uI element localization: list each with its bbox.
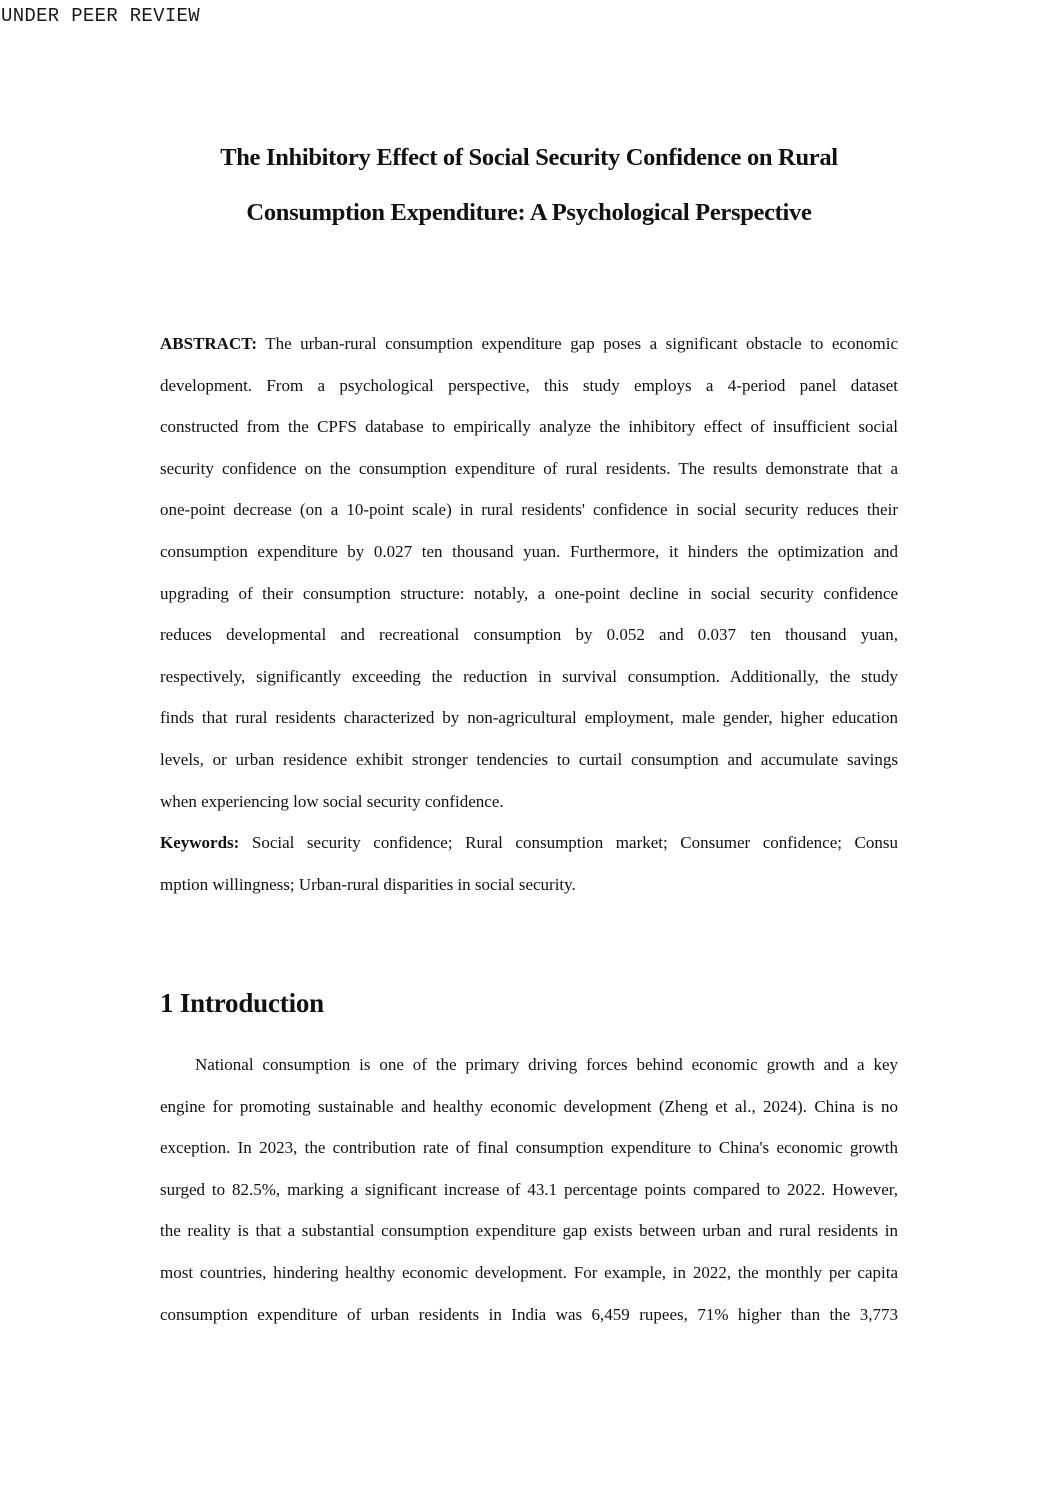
abstract	[160, 323, 898, 822]
title-line: Consumption Expenditure: A Psychological Perspective	[246, 199, 812, 226]
abstract-line: security confidence on the consumption expenditure of rural residents. The results demonstrate that a	[160, 458, 898, 478]
abstract-line: constructed from the CPFS database to empirically analyze the inhibitory effect of insufficient social	[160, 417, 898, 437]
title-line: The Inhibitory Effect of Social Security Confidence on Rural	[220, 144, 838, 171]
body-line: engine for promoting sustainable and healthy economic development (Zheng et al., 2024). China is no	[160, 1096, 898, 1116]
abstract-line: development. From a psychological perspective, this study employs a 4-period panel dataset	[160, 375, 898, 395]
abstract-line: consumption expenditure by 0.027 ten thousand yuan. Furthermore, it hinders the optimization and	[160, 541, 898, 561]
abstract-line: reduces developmental and recreational consumption by 0.052 and 0.037 ten thousand yuan,	[160, 625, 898, 645]
body-line: National consumption is one of the primary driving forces behind economic growth and a key	[195, 1055, 898, 1074]
body-line: most countries, hindering healthy economic development. For example, in 2022, the monthly per capita	[160, 1262, 898, 1282]
abstract-line	[160, 323, 898, 365]
keywords-line: mption willingness; Urban-rural disparities in social security.	[160, 874, 576, 894]
abstract-line: when experiencing low social security confidence.	[160, 791, 504, 811]
abstract-line: levels, or urban residence exhibit stronger tendencies to curtail consumption and accumulate savings	[160, 749, 898, 769]
keywords-line	[160, 822, 898, 864]
abstract-line: one-point decrease (on a 10-point scale) in rural residents' confidence in social security reduces their	[160, 500, 898, 520]
body-line: surged to 82.5%, marking a significant increase of 43.1 percentage points compared to 2022. However,	[160, 1179, 898, 1199]
abstract-line: finds that rural residents characterized by non-agricultural employment, male gender, higher education	[160, 708, 898, 728]
body-line: consumption expenditure of urban residents in India was 6,459 rupees, 71% higher than the 3,773	[160, 1304, 898, 1324]
abstract-label: ABSTRACT:	[160, 334, 257, 353]
abstract-text: The urban-rural consumption expenditure gap poses a significant obstacle to economic	[256, 334, 898, 353]
keywords	[160, 822, 898, 905]
abstract-line: respectively, significantly exceeding the reduction in survival consumption. Additionally, the study	[160, 666, 898, 686]
keywords-label: Keywords:	[160, 833, 240, 852]
abstract-line: upgrading of their consumption structure: notably, a one-point decline in social security confidence	[160, 583, 898, 603]
review-status-banner: UNDER PEER REVIEW	[1, 5, 200, 27]
section-heading-introduction: 1 Introduction	[160, 988, 324, 1018]
introduction-body	[160, 1044, 898, 1335]
body-line: the reality is that a substantial consumption expenditure gap exists between urban and rural residents in	[160, 1221, 898, 1241]
paper-title	[160, 130, 898, 240]
keywords-text: Social security confidence; Rural consumption market; Consumer confidence; Consu	[239, 833, 898, 852]
body-line: exception. In 2023, the contribution rate of final consumption expenditure to China's economic growth	[160, 1138, 898, 1158]
